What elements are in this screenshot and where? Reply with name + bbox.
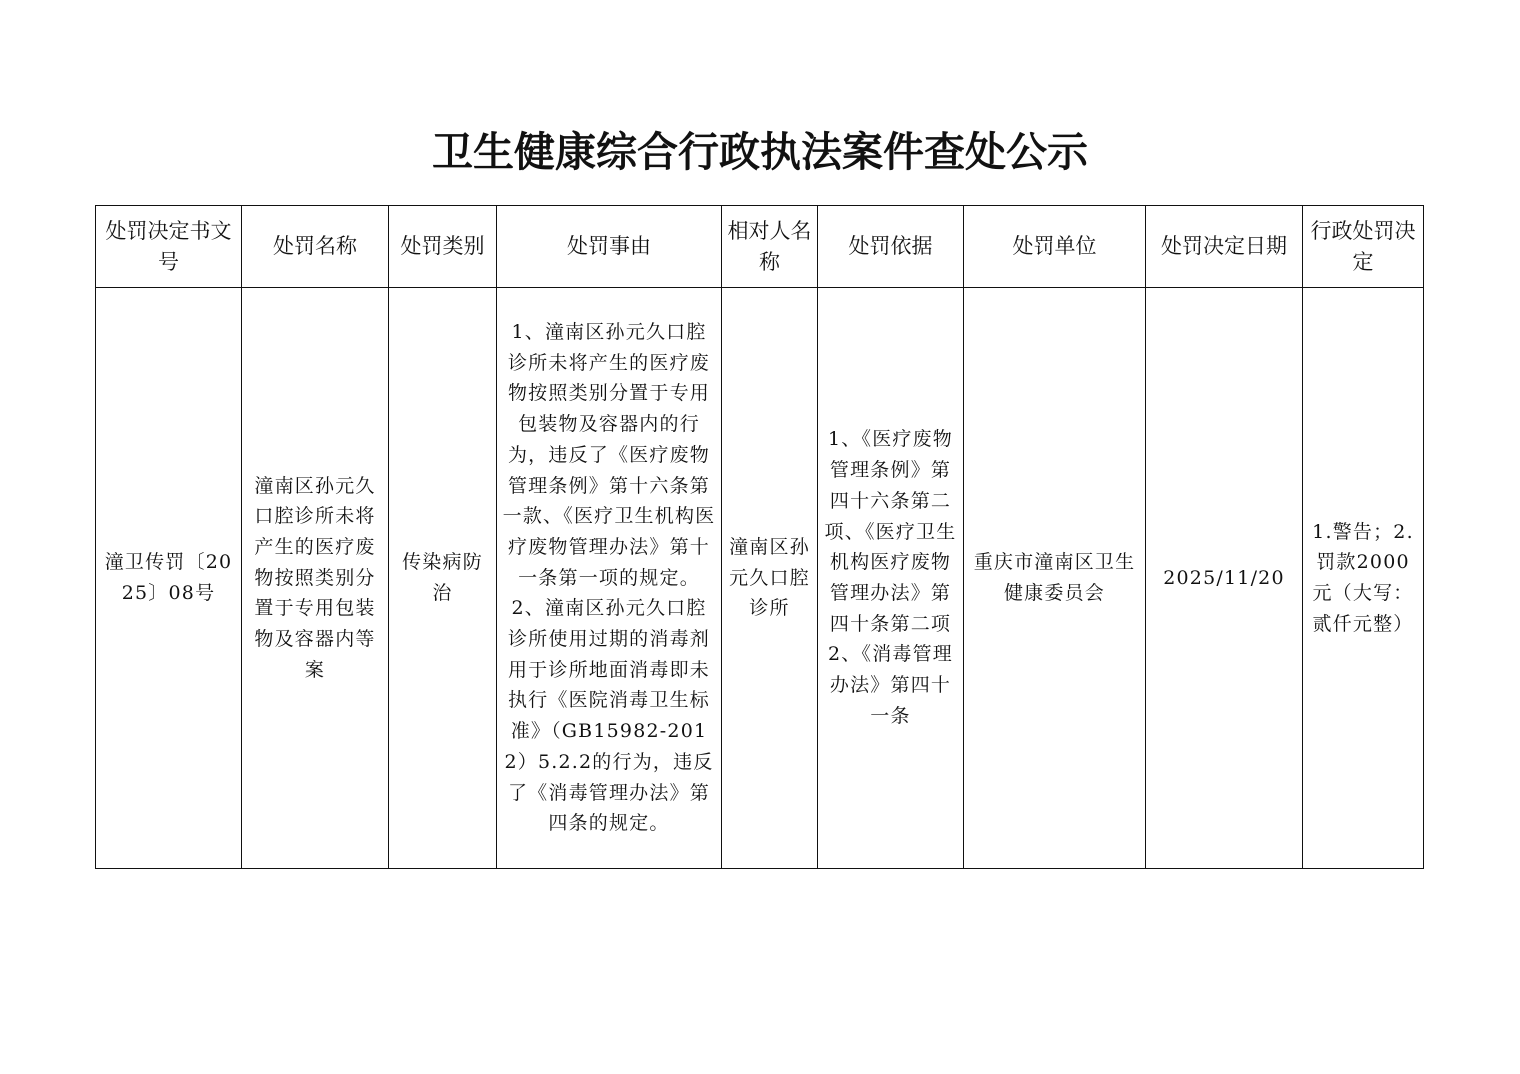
header-authority: 处罚单位 [964,206,1146,288]
cell-penalty-name: 潼南区孙元久口腔诊所未将产生的医疗废物按照类别分置于专用包装物及容器内等案 [242,288,389,869]
cell-category: 传染病防治 [389,288,497,869]
cell-reason [497,288,722,869]
header-basis: 处罚依据 [818,206,964,288]
basis-item-2: 2、《消毒管理办法》第四十一条 [828,643,953,727]
basis-item-1: 1、《医疗废物管理条例》第四十六条第二项、《医疗卫生机构医疗废物管理办法》第四十条第二项 [824,428,957,635]
reason-item-2: 2、潼南区孙元久口腔诊所使用过期的消毒剂用于诊所地面消毒即未执行《医院消毒卫生标准》（GB15982-2012）5.2.2的行为，违反了《消毒管理办法》第四条的规定。 [504,597,714,835]
header-doc-number: 处罚决定书文号 [96,206,242,288]
header-decision-date: 处罚决定日期 [1146,206,1303,288]
cell-doc-number: 潼卫传罚〔2025〕08号 [96,288,242,869]
page-title: 卫生健康综合行政执法案件查处公示 [432,128,1088,176]
header-penalty-name: 处罚名称 [242,206,389,288]
header-party-name: 相对人名称 [722,206,818,288]
cell-decision-date: 2025/11/20 [1146,288,1303,869]
header-decision: 行政处罚决定 [1303,206,1424,288]
case-table [95,205,1424,869]
header-category: 处罚类别 [389,206,497,288]
header-reason: 处罚事由 [497,206,722,288]
table-row [96,288,1424,869]
cell-authority: 重庆市潼南区卫生健康委员会 [964,288,1146,869]
cell-decision: 1.警告；2.罚款2000元（大写：贰仟元整） [1303,288,1424,869]
reason-item-1: 1、潼南区孙元久口腔诊所未将产生的医疗废物按照类别分置于专用包装物及容器内的行为，违反了《医疗废物管理条例》第十六条第一款、《医疗卫生机构医疗废物管理办法》第十一条第一项的规定。 [502,321,716,589]
cell-party-name: 潼南区孙元久口腔诊所 [722,288,818,869]
cell-basis [818,288,964,869]
table-header-row [96,206,1424,288]
